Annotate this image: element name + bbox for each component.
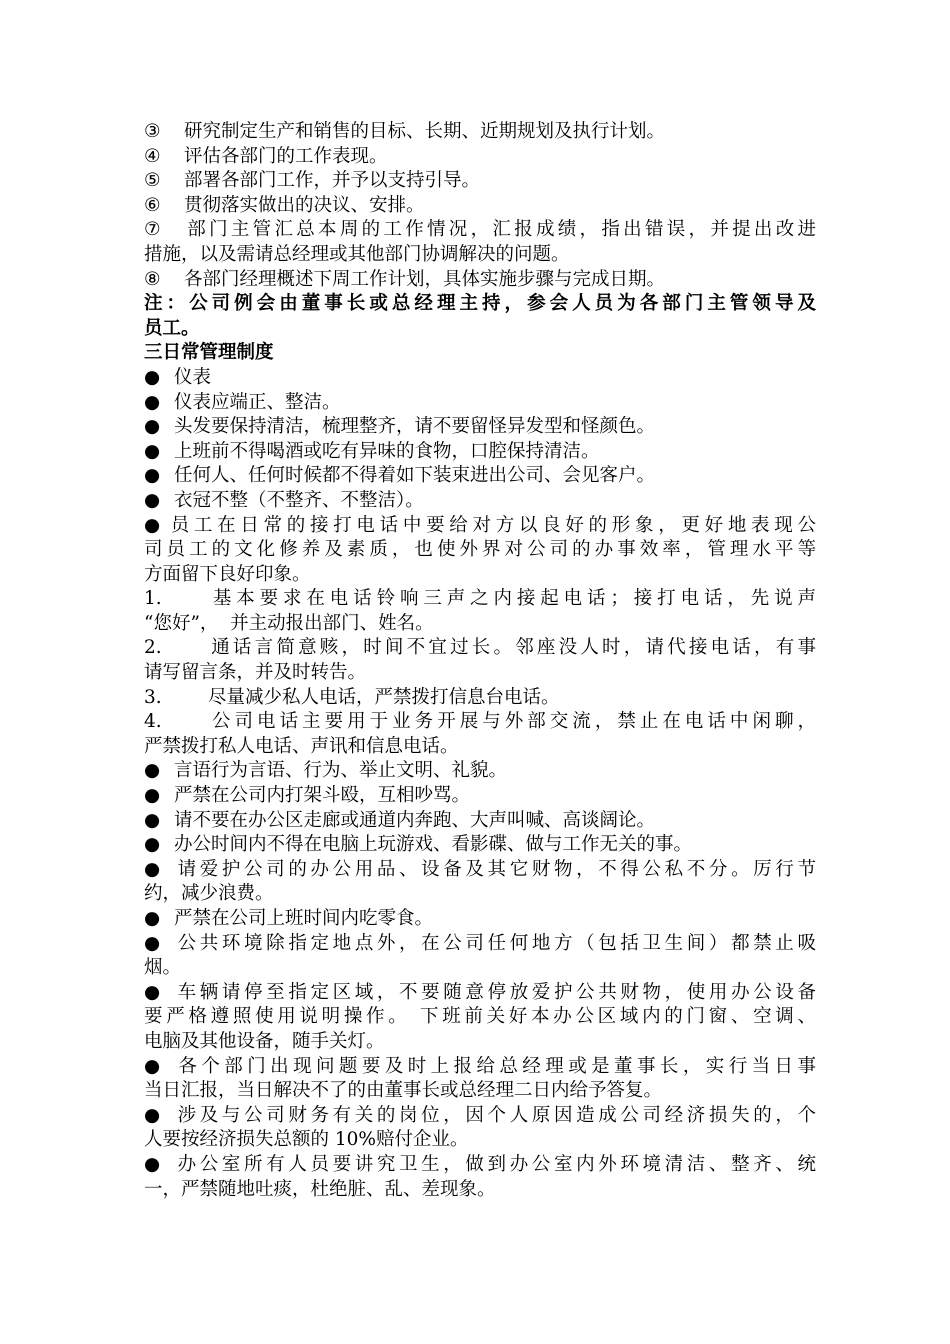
item-marker: ⑥ (144, 194, 161, 216)
rule-number: 1. (144, 588, 162, 610)
rule-text: 尽量减少私人电话，严禁拨打信息台电话。 (208, 686, 560, 708)
bullet-text: 头发要保持清洁，梳理整齐，请不要留怪异发型和怪颜色。 (174, 416, 656, 438)
bullet-item (144, 391, 816, 416)
bullet-text: 要严格遵照使用说明操作。 下班前关好本办公区域内的门窗、空调、 (144, 1006, 816, 1028)
bullet-text: 一，严禁随地吐痰，杜绝脏、乱、差现象。 (144, 1178, 496, 1200)
bullet-icon: ● (144, 489, 161, 511)
bullet-icon: ● (144, 1055, 161, 1077)
bullet-item (144, 981, 816, 1055)
bullet-text: 请爱护公司的办公用品、设备及其它财物，不得公私不分。厉行节 (174, 858, 816, 880)
bullet-text: 请不要在办公区走廊或通道内奔跑、大声叫喊、高谈阔论。 (174, 809, 656, 831)
bullet-item (144, 1055, 816, 1104)
agenda-item-5 (144, 169, 816, 194)
item-marker: ⑦ (144, 219, 161, 241)
bullet-text: 方面留下良好印象。 (144, 563, 311, 585)
bullet-text: 公共环境除指定地点外，在公司任何地方（包括卫生间）都禁止吸 (174, 932, 816, 954)
item-marker: ⑤ (144, 170, 161, 192)
item-text: 部署各部门工作，并予以支持引导。 (184, 170, 481, 192)
rule-text: 请写留言条，并及时转告。 (144, 662, 367, 684)
bullet-text: 各个部门出现问题要及时上报给总经理或是董事长，实行当日事 (174, 1055, 816, 1077)
bullet-item (144, 1153, 816, 1202)
bullet-text: 衣冠不整（不整齐、不整洁）。 (174, 489, 424, 511)
note-text: 注：公司例会由董事长或总经理主持，参会人员为各部门主管领导及 (144, 293, 816, 315)
bullet-text: 烟。 (144, 957, 182, 979)
item-marker: ④ (144, 145, 161, 167)
bullet-text: 涉及与公司财务有关的岗位，因个人原因造成公司经济损失的，个 (174, 1104, 816, 1126)
section-heading-text: 三日常管理制度 (144, 342, 274, 364)
rule-number: 4. (144, 711, 162, 733)
bullet-icon: ● (144, 809, 161, 831)
bullet-text: 办公时间内不得在电脑上玩游戏、看影碟、做与工作无关的事。 (174, 834, 693, 856)
bullet-text: 上班前不得喝酒或吃有异味的食物，口腔保持清洁。 (174, 440, 600, 462)
agenda-item-6 (144, 194, 816, 219)
bullet-item (144, 932, 816, 981)
bullet-icon: ● (144, 981, 161, 1003)
agenda-item-4 (144, 145, 816, 170)
bullet-item (144, 440, 816, 465)
bullet-icon: ● (144, 760, 161, 782)
phone-rule-2 (144, 636, 816, 685)
item-marker: ③ (144, 121, 161, 142)
item-marker: ⑧ (144, 268, 161, 290)
item-text: 各部门经理概述下周工作计划，具体实施步骤与完成日期。 (184, 268, 666, 290)
bullet-item (144, 833, 816, 858)
bullet-item (144, 809, 816, 834)
rule-text: 通话言简意赅，时间不宜过长。邻座没人时，请代接电话，有事 (208, 637, 816, 659)
bullet-icon: ● (144, 785, 161, 807)
bullet-icon: ● (144, 1104, 161, 1126)
bullet-text: 员工在日常的接打电话中要给对方以良好的形象，更好地表现公 (166, 514, 816, 536)
agenda-item-7 (144, 218, 816, 267)
rule-text: 公司电话主要用于业务开展与外部交流，禁止在电话中闲聊， (208, 711, 816, 733)
item-text: 措施，以及需请总经理或其他部门协调解决的问题。 (144, 243, 570, 265)
bullet-icon: ● (144, 391, 161, 413)
bullet-item (144, 366, 816, 391)
bullet-icon: ● (144, 932, 161, 954)
bullet-item (144, 415, 816, 440)
bullet-text: 言语行为言语、行为、举止文明、礼貌。 (174, 760, 508, 782)
rule-text: 严禁拨打私人电话、声讯和信息电话。 (144, 735, 459, 757)
bullet-text: 办公室所有人员要讲究卫生，做到办公室内外环境清洁、整齐、统 (174, 1153, 816, 1175)
bullet-item (144, 489, 816, 514)
phone-rule-3 (144, 686, 816, 711)
rule-number: 2. (144, 637, 162, 659)
bullet-icon: ● (144, 465, 161, 487)
bullet-item (144, 907, 816, 932)
rule-number: 3. (144, 686, 162, 708)
bullet-text: 严禁在公司上班时间内吃零食。 (174, 908, 434, 929)
section-heading (144, 341, 816, 366)
bullet-item (144, 1104, 816, 1153)
bullet-item (144, 784, 816, 809)
bullet-text: 严禁在公司内打架斗殴，互相吵骂。 (174, 785, 471, 807)
item-text: 评估各部门的工作表现。 (184, 145, 388, 167)
bullet-text: 人要按经济损失总额的 10%赔付企业。 (144, 1129, 469, 1151)
bullet-icon: ● (144, 514, 161, 536)
phone-rule-1 (144, 587, 816, 636)
bullet-text: 车辆请停至指定区域，不要随意停放爱护公共财物，使用办公设备 (174, 981, 816, 1003)
bullet-text: 仪表应端正、整洁。 (174, 391, 341, 413)
bullet-icon: ● (144, 834, 161, 856)
item-text: 贯彻落实做出的决议、安排。 (184, 194, 425, 216)
bullet-item (144, 858, 816, 907)
agenda-item-8 (144, 268, 816, 293)
note-text: 员工。 (144, 317, 200, 339)
rule-text: 基本要求在电话铃响三声之内接起电话；接打电话，先说声 (208, 588, 816, 610)
bullet-text: 电脑及其他设备，随手关灯。 (144, 1030, 385, 1052)
bullet-text: 任何人、任何时候都不得着如下装束进出公司、会见客户。 (174, 465, 656, 487)
bullet-icon: ● (144, 858, 161, 880)
bullet-text: 约，减少浪费。 (144, 883, 274, 905)
item-text: 研究制定生产和销售的目标、长期、近期规划及执行计划。 (184, 121, 666, 142)
bullet-text: 司员工的文化修养及素质，也使外界对公司的办事效率，管理水平等 (144, 539, 816, 561)
phone-rule-4 (144, 710, 816, 759)
bullet-icon: ● (144, 366, 161, 388)
rule-text: “您好”， 并主动报出部门、姓名。 (144, 612, 434, 634)
bullet-text: 仪表 (174, 366, 212, 388)
document-page (144, 120, 816, 1202)
bullet-text: 当日汇报，当日解决不了的由董事长或总经理二日内给予答复。 (144, 1080, 663, 1102)
bullet-item (144, 759, 816, 784)
bullet-icon: ● (144, 908, 161, 929)
bullet-item (144, 464, 816, 489)
item-text: 部门主管汇总本周的工作情况，汇报成绩，指出错误，并提出改进 (184, 219, 816, 241)
bullet-icon: ● (144, 440, 161, 462)
meeting-note (144, 292, 816, 341)
phone-intro (144, 514, 816, 588)
agenda-item-3 (144, 120, 816, 145)
bullet-icon: ● (144, 1153, 161, 1175)
bullet-icon: ● (144, 416, 161, 438)
